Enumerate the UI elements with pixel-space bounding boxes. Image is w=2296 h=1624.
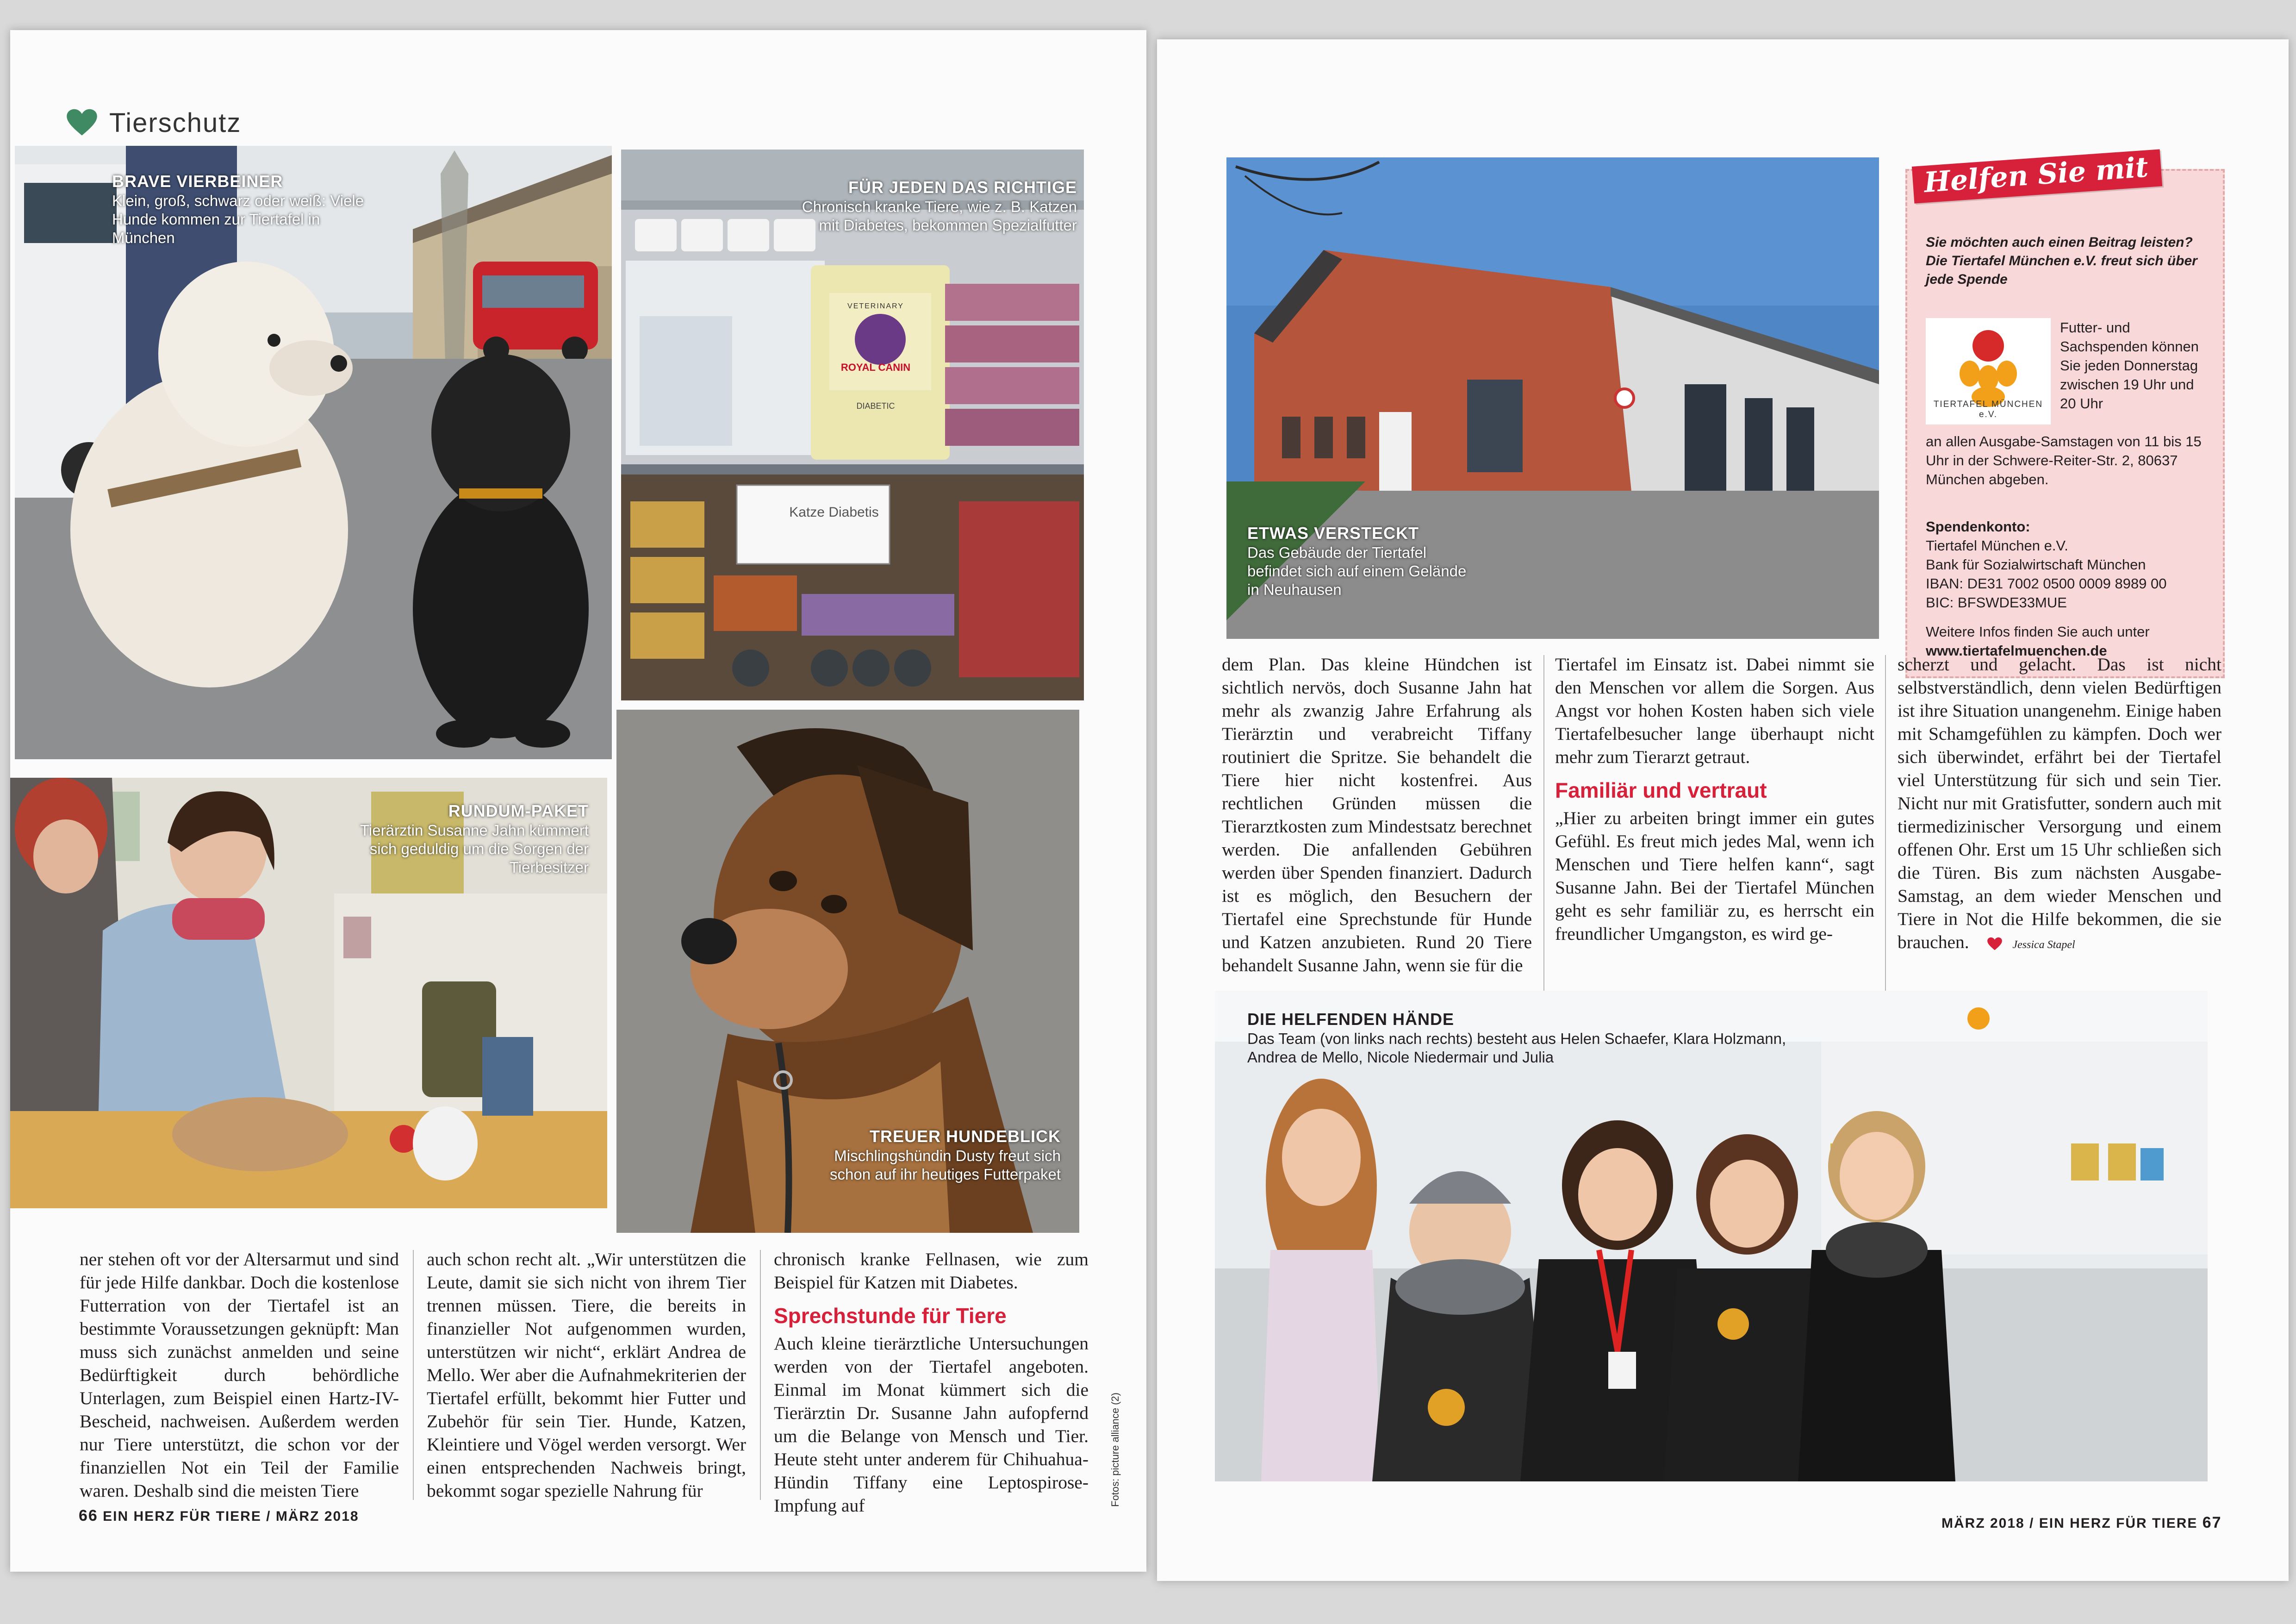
bank-account	[1926, 517, 2213, 612]
column-divider	[760, 1250, 761, 1500]
donation-infobox	[1905, 151, 2225, 678]
photo-credit: Fotos: picture alliance (2)	[1109, 1393, 1121, 1507]
page-number: 66	[79, 1507, 98, 1524]
shelf-label: Katze Diabetis	[789, 505, 879, 520]
article-column-5	[1555, 653, 1874, 945]
heart-icon	[66, 108, 98, 137]
bag-label	[818, 302, 933, 411]
photo-dusty	[616, 710, 1079, 1233]
section-header	[66, 104, 241, 141]
page-number: 67	[2202, 1514, 2222, 1531]
folio-text: EIN HERZ FÜR TIERE / MÄRZ 2018	[103, 1509, 359, 1524]
caption-body: Chronisch kranke Tiere, wie z. B. Katzen mit Diabetes, bekommen Spezialfutter	[802, 198, 1077, 234]
caption-title: RUNDUM-PAKET	[448, 801, 589, 820]
photo-dogs	[15, 146, 612, 759]
column-text: ner stehen oft vor der Altersarmut und sind für jede Hilfe dankbar. Doch die kostenlose Futterration von der Tiertafel ist an bestimmte Voraussetzungen geknüpft: Man muss sich zunächst anmelden und seine Bedürftigkeit durch behördliche Unterlagen, zum Beispiel einen Hartz-IV-Bescheid, nachweisen. Außerdem werden nur Tiere unterstützt, die schon vor der finanziellen Not ein Teil der Familie waren. Deshalb sind die meisten Tiere	[80, 1249, 399, 1501]
column-divider	[1543, 655, 1544, 1002]
column-divider	[1885, 655, 1886, 1002]
more-info-text: Weitere Infos finden Sie auch unter	[1926, 624, 2150, 640]
folio-right	[1941, 1514, 2222, 1532]
caption-vet	[330, 801, 589, 877]
caption-building	[1247, 523, 1469, 600]
caption-body: Das Team (von links nach rechts) besteht aus Helen Schaefer, Klara Holzmann, Andrea de Mello, Nicole Niedermair und Julia	[1247, 1030, 1786, 1066]
infobox-donation-a: Futter- und Sachspenden können Sie jeden Donnerstag zwischen 19 Uhr und 20 Uhr	[2060, 319, 2199, 412]
caption-team	[1247, 1009, 1803, 1067]
column-text	[1898, 653, 2221, 956]
bag-type: DIABETIC	[856, 401, 895, 411]
caption-dogs	[112, 171, 371, 248]
subheading: Familiär und vertraut	[1555, 778, 1767, 802]
column-text: chronisch kranke Fellnasen, wie zum Beispiel für Katzen mit Diabetes.	[774, 1249, 1089, 1293]
caption-shelf	[792, 177, 1077, 235]
bic: BIC: BFSWDE33MUE	[1926, 594, 2067, 611]
iban: IBAN: DE31 7002 0500 0009 8989 00	[1926, 575, 2167, 592]
caption-dusty	[811, 1126, 1061, 1184]
photo-building	[1226, 157, 1879, 639]
infobox-donation-b: an allen Ausgabe-Samstagen von 11 bis 15 Uhr in der Schwere-Reiter-Str. 2, 80637 München abgeben.	[1926, 433, 2202, 487]
account-heading: Spendenkonto:	[1926, 518, 2030, 535]
website-link[interactable]: www.tiertafelmuenchen.de	[1926, 643, 2107, 659]
column-text: auch schon recht alt. „Wir unterstützen die Leute, damit sie sich nicht von ihrem Tier trennen müssen. Tiere, die bereits in finanzieller Not aufgenommen wurden, unterstützen wir nicht“, erklärt Andrea de Mello. Wer aber die Aufnahmekriterien der Tiertafel erfüllt, bekommt hier Futter und Zubehör für sein Tier. Hunde, Katzen, Kleintiere und Vögel werden versorgt. Wer einen entsprechenden Nachweis bringt, bekommt sogar spezielle Nahrung für	[427, 1249, 746, 1501]
article-column-2	[427, 1248, 746, 1502]
infobox-title: Helfen Sie mit	[1912, 149, 2163, 203]
right-page	[1157, 39, 2289, 1581]
subheading: Sprechstunde für Tiere	[774, 1304, 1007, 1328]
heart-icon	[1987, 937, 2003, 951]
article-column-6	[1898, 653, 2221, 956]
photo-team	[1215, 991, 2208, 1481]
photo-vet	[10, 778, 607, 1208]
article-column-4	[1222, 653, 1532, 977]
bank-name: Bank für Sozialwirtschaft München	[1926, 556, 2146, 573]
bag-line: VETERINARY	[847, 302, 904, 310]
caption-title: TREUER HUNDEBLICK	[870, 1127, 1061, 1146]
caption-body: Tierärztin Susanne Jahn kümmert sich geduldig um die Sorgen der Tierbesitzer	[360, 821, 589, 876]
article-column-3	[774, 1248, 1089, 1517]
left-page	[10, 30, 1146, 1572]
column-text: „Hier zu arbeiten bringt immer ein gutes Gefühl. Es freut mich jedes Mal, wenn ich Menschen und Tiere helfen kann“, sagt Susanne Jahn. Bei der Tiertafel München geht es sehr familiär zu, es herrscht ein freundlicher Umgangston, es wird ge-	[1555, 808, 1874, 944]
logo-text: TIERTAFEL MÜNCHEN e.V.	[1933, 400, 2043, 419]
tiertafel-logo	[1926, 318, 2051, 425]
author-signature: Jessica Stapel	[2012, 939, 2075, 951]
caption-title: DIE HELFENDEN HÄNDE	[1247, 1010, 1455, 1029]
column-text: scherzt und gelacht. Das ist nicht selbstverständlich, denn vielen Bedürftigen ist ihre Situation unangenehm. Einige haben mit Schamgefühlen zu kämpfen. Doch wer sich überwindet, erfährt bei der Tiertafel viel Unterstützung für sich und sein Tier. Nicht nur mit Gratisfutter, sondern auch mit tiermedizinischer Versorgung und einem offenen Ohr. Erst um 15 Uhr schließen sich die Türen. Bis zum nächsten Ausgabe-Samstag, an dem wieder Menschen und Tiere in Not die Hilfe bekommen, die sie brauchen.	[1898, 654, 2221, 952]
bag-brand: ROYAL CANIN	[840, 362, 911, 373]
column-text: Auch kleine tierärztliche Untersuchungen werden von der Tiertafel angeboten. Einmal im Monat kümmert sich die Tierärztin Dr. Susanne Jahn aufopfernd um die Belange von Mensch und Tier. Heute steht unter anderem für Chihuahua-Hündin Tiffany eine Leptospirose-Impfung auf	[774, 1333, 1089, 1516]
caption-title: ETWAS VERSTECKT	[1247, 524, 1419, 543]
caption-body: Das Gebäude der Tiertafel befindet sich auf einem Gelände in Neuhausen	[1247, 543, 1467, 599]
folio-text: MÄRZ 2018 / EIN HERZ FÜR TIERE	[1941, 1516, 2198, 1531]
folio-left	[79, 1507, 359, 1525]
article-column-1	[80, 1248, 399, 1502]
column-text: Tiertafel im Einsatz ist. Dabei nimmt sie den Menschen vor allem die Sorgen. Aus Angst vor hohen Kosten haben sich viele Tiertafelbesucher lange überhaupt nicht mehr zum Tierarzt getraut.	[1555, 654, 1874, 767]
column-divider	[413, 1250, 414, 1500]
caption-title: BRAVE VIERBEINER	[112, 172, 283, 191]
infobox-intro: Sie möchten auch einen Beitrag leisten? Die Tiertafel München e.V. freut sich über jede Spende	[1926, 235, 2197, 287]
caption-body: Klein, groß, schwarz oder weiß: Viele Hunde kommen zur Tiertafel in München	[112, 192, 364, 247]
caption-title: FÜR JEDEN DAS RICHTIGE	[848, 178, 1077, 197]
section-title: Tierschutz	[109, 107, 242, 138]
caption-body: Mischlingshündin Dusty freut sich schon auf ihr heutiges Futterpaket	[830, 1147, 1061, 1183]
account-name: Tiertafel München e.V.	[1926, 537, 2068, 554]
photo-shelf	[621, 150, 1084, 700]
column-text: dem Plan. Das kleine Hündchen ist sichtlich nervös, doch Susanne Jahn hat mehr als zwanzig Jahre Erfahrung als Tierärztin und verabreicht Tiffany routiniert die Spritze. Sie behandelt die Tiere hier nicht kostenfrei. Aus rechtlichen Gründen müssen die Tierarztkosten zum Mindestsatz berechnet werden. Die anfallenden Gebühren werden über Spenden finanziert. Dadurch ist es möglich, den Besuchern der Tiertafel eine Sprechstunde für Hunde und Katzen anzubieten. Rund 20 Tiere behandelt Susanne Jahn, wenn sie für die	[1222, 654, 1532, 975]
